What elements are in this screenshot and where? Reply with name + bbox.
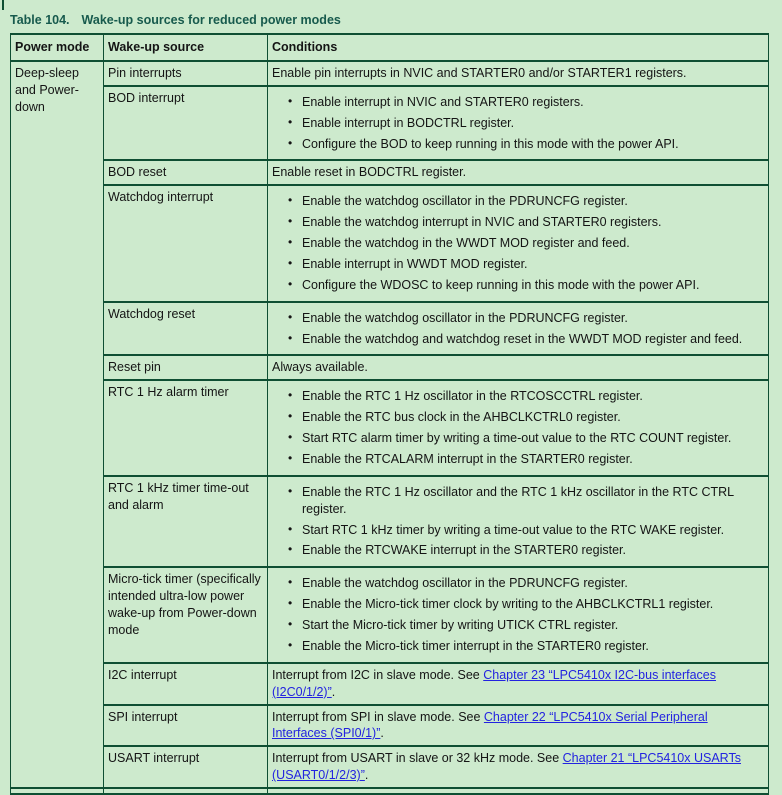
wakeup-source-cell: RTC 1 Hz alarm timer <box>104 380 268 476</box>
wakeup-source-cell: I2C interrupt <box>104 663 268 705</box>
condition-bullet-item: • Enable the watchdog in the WWDT MOD register and feed. <box>288 235 764 252</box>
table-caption-title: Wake-up sources for reduced power modes <box>81 13 341 27</box>
condition-bullet-item: • Start the Micro-tick timer by writing UTICK CTRL register. <box>288 617 764 634</box>
chapter-link[interactable]: Chapter 23 “LPC5410x I2C-bus interfaces (I2C0/1/2)” <box>272 667 716 699</box>
condition-bullet-item: • Enable the Micro-tick timer interrupt in the STARTER0 register. <box>288 638 764 655</box>
table-row <box>11 61 769 86</box>
table-row <box>11 476 769 568</box>
conditions-cell <box>268 185 769 301</box>
condition-bullet-item: • Enable the watchdog oscillator in the PDRUNCFG register. <box>288 575 764 592</box>
cutoff-cell <box>104 788 268 794</box>
cutoff-cell <box>268 788 769 794</box>
condition-bullet-item: • Enable the RTCWAKE interrupt in the STARTER0 register. <box>288 542 764 559</box>
chapter-link[interactable]: Chapter 21 “LPC5410x USARTs (USART0/1/2/3)” <box>272 751 741 783</box>
condition-text-period: . <box>364 768 369 783</box>
wakeup-sources-table <box>10 33 769 795</box>
condition-text-period: . <box>331 684 336 699</box>
wakeup-source-cell: SPI interrupt <box>104 705 268 747</box>
wakeup-source-cell: Micro-tick timer (specifically intended ultra-low power wake-up from Power-down mode <box>104 567 268 663</box>
table-row <box>11 86 769 161</box>
power-mode-cell: Deep-sleep and Power-down <box>11 61 104 788</box>
condition-bullet-item: • Enable the Micro-tick timer clock by writing to the AHBCLKCTRL1 register. <box>288 596 764 613</box>
wakeup-source-cell: Pin interrupts <box>104 61 268 86</box>
condition-bullet-item: • Configure the BOD to keep running in this mode with the power API. <box>288 136 764 153</box>
wakeup-source-cell: BOD reset <box>104 160 268 185</box>
wakeup-source-cell: BOD interrupt <box>104 86 268 161</box>
condition-bullet-item: • Enable the RTC 1 Hz oscillator and the RTC 1 kHz oscillator in the RTC CTRL register. <box>288 484 764 518</box>
condition-bullet-list <box>272 575 764 655</box>
wakeup-source-cell: Watchdog reset <box>104 302 268 356</box>
condition-bullet-item: • Enable interrupt in BODCTRL register. <box>288 115 764 132</box>
conditions-cell <box>268 705 769 747</box>
condition-bullet-item: • Start RTC 1 kHz timer by writing a time-out value to the RTC WAKE register. <box>288 522 764 539</box>
condition-text-period: . <box>380 726 384 741</box>
condition-bullet-list <box>272 388 764 468</box>
condition-text: Enable reset in BODCTRL register. <box>272 165 467 180</box>
wakeup-source-cell: Reset pin <box>104 355 268 380</box>
condition-text: Interrupt from I2C in slave mode. See <box>272 667 484 682</box>
condition-bullet-item: • Enable the watchdog oscillator in the PDRUNCFG register. <box>288 310 764 327</box>
conditions-cell <box>268 86 769 161</box>
conditions-cell <box>268 567 769 663</box>
conditions-cell <box>268 61 769 86</box>
table-row <box>11 705 769 747</box>
conditions-cell <box>268 380 769 476</box>
table-row <box>11 567 769 663</box>
wakeup-source-cell: Watchdog interrupt <box>104 185 268 301</box>
conditions-cell <box>268 663 769 705</box>
table-row <box>11 302 769 356</box>
condition-bullet-list <box>272 94 764 153</box>
table-row <box>11 185 769 301</box>
wakeup-source-cell: USART interrupt <box>104 746 268 788</box>
conditions-cell <box>268 355 769 380</box>
condition-text: Interrupt from SPI in slave mode. See <box>272 709 484 724</box>
table-caption-label: Table 104. <box>10 13 70 27</box>
conditions-cell <box>268 476 769 568</box>
condition-bullet-list <box>272 193 764 293</box>
table-row <box>11 746 769 788</box>
condition-bullet-item: • Start RTC alarm timer by writing a time-out value to the RTC COUNT register. <box>288 430 764 447</box>
table-caption <box>0 0 782 33</box>
condition-bullet-item: • Configure the WDOSC to keep running in this mode with the power API. <box>288 277 764 294</box>
condition-bullet-item: • Enable the RTCALARM interrupt in the STARTER0 register. <box>288 451 764 468</box>
conditions-cell <box>268 302 769 356</box>
page-edge-artifact <box>2 0 4 10</box>
condition-bullet-item: • Enable the watchdog and watchdog reset in the WWDT MOD register and feed. <box>288 331 764 348</box>
condition-bullet-item: • Enable interrupt in NVIC and STARTER0 registers. <box>288 94 764 111</box>
chapter-link[interactable]: Chapter 22 “LPC5410x Serial Peripheral Interfaces (SPI0/1)” <box>272 709 708 741</box>
conditions-cell <box>268 160 769 185</box>
condition-bullet-item: • Enable the watchdog oscillator in the PDRUNCFG register. <box>288 193 764 210</box>
condition-text: Enable pin interrupts in NVIC and STARTER0 and/or STARTER1 registers. <box>272 65 687 80</box>
table-row <box>11 355 769 380</box>
column-header-power-mode: Power mode <box>11 34 104 61</box>
condition-text: Always available. <box>272 360 368 375</box>
wakeup-source-cell: RTC 1 kHz timer time-out and alarm <box>104 476 268 568</box>
condition-bullet-list <box>272 484 764 560</box>
cutoff-row <box>11 788 769 794</box>
table-row <box>11 160 769 185</box>
condition-bullet-item: • Enable the RTC bus clock in the AHBCLKCTRL0 register. <box>288 409 764 426</box>
column-header-wakeup-source: Wake-up source <box>104 34 268 61</box>
condition-text: Interrupt from USART in slave or 32 kHz mode. See <box>272 751 563 766</box>
condition-bullet-item: • Enable the RTC 1 Hz oscillator in the RTCOSCCTRL register. <box>288 388 764 405</box>
conditions-cell <box>268 746 769 788</box>
column-header-conditions: Conditions <box>268 34 769 61</box>
table-row <box>11 663 769 705</box>
table-row <box>11 380 769 476</box>
condition-bullet-list <box>272 310 764 348</box>
cutoff-cell <box>11 788 104 794</box>
table-header-row <box>11 34 769 61</box>
condition-bullet-item: • Enable the watchdog interrupt in NVIC and STARTER0 registers. <box>288 214 764 231</box>
condition-bullet-item: • Enable interrupt in WWDT MOD register. <box>288 256 764 273</box>
